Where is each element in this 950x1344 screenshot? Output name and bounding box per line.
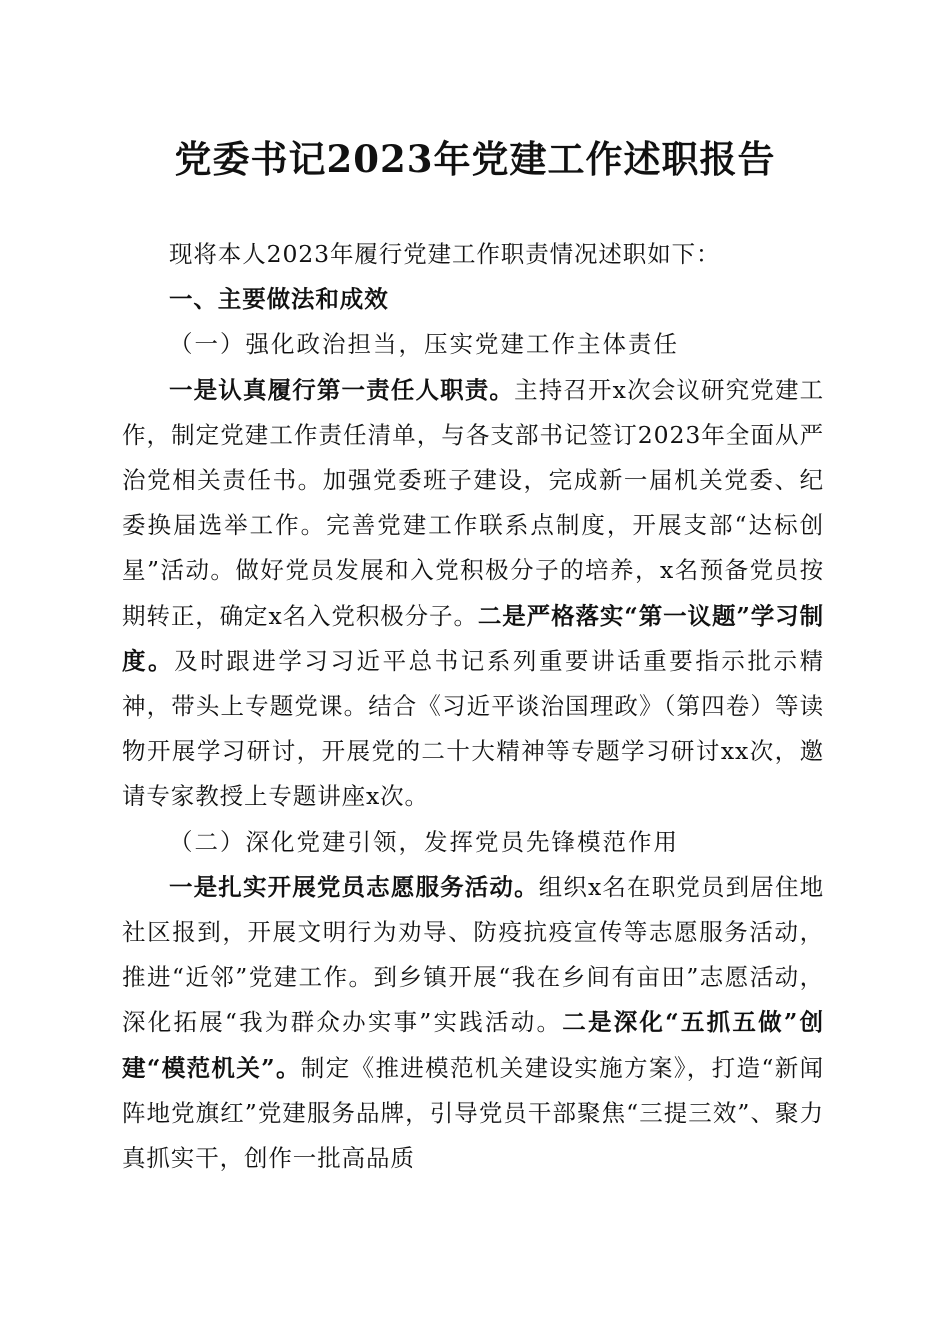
document-title: 党委书记2023年党建工作述职报告: [174, 137, 776, 181]
paragraph-lead-model-organ: 二是深化“五抓五做”创建“模范机关”。: [122, 1008, 824, 1082]
paragraph-text-volunteer-service: 组织x名在职党员到居住地社区报到，开展文明行为劝导、防疫抗疫宣传等志愿服务活动，推进“近邻”党建工作。到乡镇开展“我在乡间有亩田”志愿活动，深化拓展“我为群众办实事”实践活动。: [122, 872, 824, 1037]
paragraph-volunteer-service: [122, 865, 824, 1181]
subsection-heading-political-responsibility: （一）强化政治担当，压实党建工作主体责任: [169, 330, 679, 359]
paragraph-text-model-organ: 制定《推进模范机关建设实施方案》，打造“新闻阵地党旗红”党建服务品牌，引导党员干部聚焦“三提三效”、聚力真抓实干，创作一批高品质: [122, 1053, 824, 1173]
subsection-heading-party-leadership: （二）深化党建引领，发挥党员先锋模范作用: [169, 827, 679, 856]
intro-paragraph: 现将本人2023年履行党建工作职责情况述职如下：: [169, 240, 721, 268]
section-heading-main-practices: 一、主要做法和成效: [169, 285, 389, 314]
paragraph-first-responsibility: [122, 368, 824, 820]
document-body: [122, 232, 824, 1181]
paragraph-lead-volunteer-service: 一是扎实开展党员志愿服务活动。: [169, 872, 539, 901]
paragraph-lead-first-responsibility: 一是认真履行第一责任人职责。: [169, 375, 515, 404]
paragraph-lead-first-topic-study: 二是严格落实“第一议题”学习制度。: [122, 601, 824, 675]
paragraph-text-first-topic-study: 及时跟进学习习近平总书记系列重要讲话重要指示批示精神，带头上专题党课。结合《习近平谈治国理政》（第四卷）等读物开展学习研讨，开展党的二十大精神等专题学习研讨xx次，邀请专家教授上专题讲座x次。: [122, 646, 824, 811]
paragraph-text-first-responsibility: 主持召开x次会议研究党建工作，制定党建工作责任清单，与各支部书记签订2023年全面从严治党相关责任书。加强党委班子建设，完成新一届机关党委、纪委换届选举工作。完善党建工作联系点制度，开展支部“达标创星”活动。做好党员发展和入党积极分子的培养，x名预备党员按期转正，确定x名入党积极分子。: [122, 375, 825, 630]
